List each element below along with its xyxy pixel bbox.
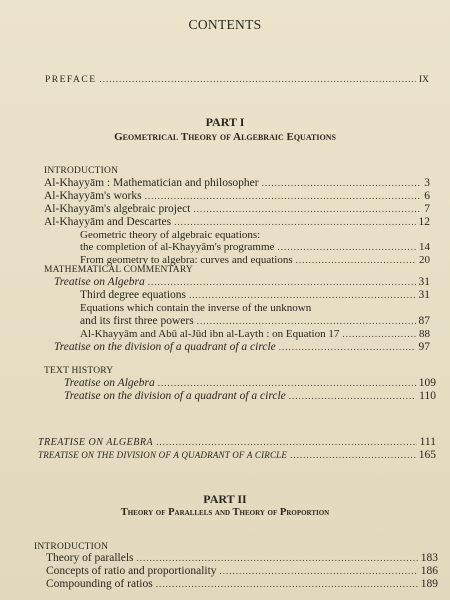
toc-subentry [80,241,430,254]
leader-dots [262,177,422,190]
leader-dots [100,73,416,86]
leader-dots [342,328,416,341]
toc-entry-title: Treatise on Algebra [64,377,155,389]
toc-entry-title: Al-Khayyām and Descartes [44,216,172,228]
toc-entry-title: Al-Khayyām and Abū al-Jūd ibn al-Layth : on Equation 17 [80,328,340,340]
toc-entry-page: 87 [418,315,430,327]
toc-entry-title: Treatise on Algebra [54,276,145,288]
toc-entry [44,203,430,216]
toc-entry-title: Al-Khayyām's works [44,190,142,202]
toc-entry-page: 111 [419,436,436,448]
toc-entry-page: 20 [419,254,430,266]
leader-dots [189,289,415,302]
toc-entry-page: 183 [420,552,438,564]
preface-label: PREFACE [45,75,97,85]
toc-entry [64,377,436,390]
toc-entry-title: Theory of parallels [46,552,134,564]
toc-entry [44,190,430,203]
leader-dots [148,276,416,289]
part2-intro-label: INTRODUCTION [34,542,109,552]
toc-entry-title: and its first three powers [80,315,194,327]
toc-entry [54,341,430,354]
leader-dots [277,241,416,254]
toc-entry-page: 12 [418,216,430,228]
toc-entry [46,578,438,591]
toc-entry-page: 31 [418,289,430,301]
leader-dots [145,190,422,203]
toc-entry-title: Treatise on the division of a quadrant of a circle [64,390,286,402]
toc-entry-page: 186 [420,565,438,577]
toc-subentry [80,315,430,328]
part2-subtitle: Theory of Parallels and Theory of Proportion [120,507,330,518]
toc-entry-title: the completion of al-Khayyām's programme [80,241,275,253]
leader-dots [220,565,418,578]
toc-entry [46,565,438,578]
part1-commentary-label: MATHEMATICAL COMMENTARY [44,265,193,275]
page-title: CONTENTS [188,17,262,32]
part1-intro-label: INTRODUCTION [44,166,119,176]
preface-page: IX [418,75,429,85]
toc-entry-title: Third degree equations [80,289,187,301]
toc-entry-title: Al-Khayyām's algebraic project [44,203,191,215]
leader-dots [156,436,417,449]
toc-subentry-text: Geometric theory of algebraic equations: [80,229,261,241]
toc-entry [38,449,436,462]
toc-entry-page: 109 [418,377,436,389]
toc-entry-page: 6 [424,190,430,202]
leader-dots [296,254,416,267]
toc-subentry [80,328,430,341]
leader-dots [289,390,416,403]
toc-entry-page: 3 [424,177,430,189]
leader-dots [158,377,416,390]
toc-entry-title: TREATISE ON THE DIVISION OF A QUADRANT OF A CIRCLE [38,450,288,460]
toc-subentry-text: Equations which contain the inverse of the unknown [80,302,312,314]
part1-subtitle: Geometrical Theory of Algebraic Equations [114,131,336,143]
toc-entry-page: 31 [418,276,430,288]
leader-dots [279,341,416,354]
toc-entry-page: 189 [420,578,438,590]
leader-dots [137,552,418,565]
toc-entry-page: 14 [419,241,430,253]
toc-entry-title: Treatise on the division of a quadrant of a circle [54,341,276,353]
toc-entry [44,177,430,190]
toc-entry [46,552,438,565]
toc-entry-preface [45,73,429,87]
part1-heading: PART I [205,115,245,129]
toc-entry-page: 97 [418,341,430,353]
toc-entry-title: TREATISE ON ALGEBRA [38,437,154,448]
toc-entry [54,276,430,289]
toc-entry [44,216,430,229]
leader-dots [174,216,415,229]
toc-entry-page: 7 [424,203,430,215]
toc-entry-title: Compounding of ratios [46,578,153,590]
toc-entry [38,436,436,449]
part1-text-history-label: TEXT HISTORY [44,366,114,376]
toc-entry-title: Concepts of ratio and proportionality [46,565,217,577]
toc-subentry [80,289,430,302]
leader-dots [193,203,421,216]
leader-dots [156,578,418,591]
toc-entry-title: Al-Khayyām : Mathematician and philosopher [44,177,259,189]
toc-entry-page: 165 [418,449,436,461]
leader-dots [197,315,416,328]
toc-entry-title: From geometry to algebra: curves and equations [80,254,293,266]
leader-dots [290,449,416,462]
part2-heading: PART II [203,492,247,506]
toc-entry [64,390,436,403]
toc-entry-page: 88 [419,328,430,340]
toc-entry-page: 110 [419,390,436,402]
